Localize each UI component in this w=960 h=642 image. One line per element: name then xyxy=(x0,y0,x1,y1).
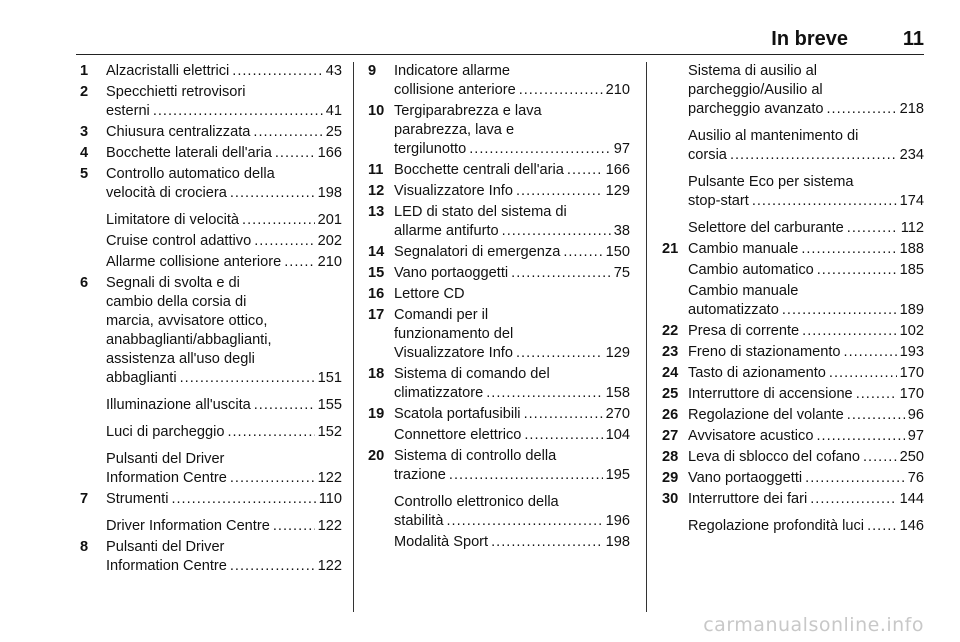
leader-dots xyxy=(273,517,315,536)
index-entry xyxy=(368,102,630,159)
entry-text: Bocchette centrali dell'aria xyxy=(394,162,564,178)
item-number: 29 xyxy=(662,470,679,486)
entry-text: Indicatore allarme xyxy=(394,63,510,79)
leader-dots xyxy=(752,192,897,211)
entry-text: Freno di stazionamento xyxy=(688,344,841,360)
entry-text: Information Centre xyxy=(106,470,227,486)
item-number: 6 xyxy=(80,275,89,291)
page-reference: 150 xyxy=(605,244,630,260)
leader-dots xyxy=(446,512,602,531)
entry-last-line xyxy=(394,140,630,159)
item-number: 17 xyxy=(368,307,385,323)
leader-dots xyxy=(730,146,897,165)
entry-text: Ausilio al mantenimento di xyxy=(688,128,859,144)
entry-last-line xyxy=(688,240,924,259)
item-number: 2 xyxy=(80,84,89,100)
index-entry xyxy=(662,127,924,165)
entry-last-line xyxy=(688,192,924,211)
index-entry xyxy=(662,427,924,446)
entry-text: Chiusura centralizzata xyxy=(106,124,251,140)
page-reference: 110 xyxy=(318,491,342,507)
leader-dots xyxy=(810,490,896,509)
leader-dots xyxy=(253,123,322,142)
leader-dots xyxy=(486,384,602,403)
leader-dots xyxy=(171,490,315,509)
item-number: 22 xyxy=(662,323,679,339)
page-reference: 41 xyxy=(325,103,342,119)
leader-dots xyxy=(227,423,314,442)
entry-text: assistenza all'uso degli xyxy=(106,351,255,367)
entry-text: Interruttore dei fari xyxy=(688,491,808,507)
leader-dots xyxy=(254,396,315,415)
leader-dots xyxy=(863,448,897,467)
item-number: 19 xyxy=(368,406,385,422)
item-number: 24 xyxy=(662,365,679,381)
entry-last-line xyxy=(394,81,630,100)
item-number: 13 xyxy=(368,204,385,220)
page-header xyxy=(76,26,924,55)
entry-last-line xyxy=(688,219,924,238)
entry-text: cambio della corsia di xyxy=(106,294,247,310)
entry-text: automatizzato xyxy=(688,302,779,318)
entry-text: Interruttore di accensione xyxy=(688,386,853,402)
entry-text: climatizzatore xyxy=(394,385,484,401)
page-reference: 189 xyxy=(899,302,924,318)
page-reference: 129 xyxy=(605,183,630,199)
entry-text: Controllo elettronico della xyxy=(394,494,559,510)
page-reference: 202 xyxy=(317,233,342,249)
entry-last-line xyxy=(394,222,630,241)
item-number: 20 xyxy=(368,448,385,464)
page-reference: 170 xyxy=(899,386,924,402)
entry-text: esterni xyxy=(106,103,150,119)
entry-text: Segnali di svolta e di xyxy=(106,275,240,291)
watermark: carmanualsonline.info xyxy=(703,614,924,636)
page-reference: 201 xyxy=(317,212,342,228)
index-entry xyxy=(80,123,342,142)
leader-dots xyxy=(805,469,905,488)
entry-text: trazione xyxy=(394,467,446,483)
page-reference: 166 xyxy=(317,145,342,161)
entry-last-line xyxy=(394,344,630,363)
entry-last-line xyxy=(106,123,342,142)
index-entry xyxy=(80,517,342,536)
entry-last-line xyxy=(688,322,924,341)
index-entry xyxy=(80,165,342,203)
entry-last-line xyxy=(688,427,924,446)
entry-text: Visualizzatore Info xyxy=(394,345,513,361)
entry-last-line xyxy=(688,448,924,467)
entry-last-line xyxy=(106,211,342,230)
entry-text: Presa di corrente xyxy=(688,323,800,339)
entry-last-line xyxy=(688,517,924,536)
item-number: 8 xyxy=(80,539,89,555)
entry-last-line xyxy=(106,369,342,388)
page-reference: 174 xyxy=(899,193,924,209)
page-reference: 198 xyxy=(605,534,630,550)
entry-last-line xyxy=(688,490,924,509)
leader-dots xyxy=(230,184,315,203)
index-entry xyxy=(80,62,342,81)
index-column-1 xyxy=(80,62,342,578)
page-reference: 250 xyxy=(899,449,924,465)
item-number: 14 xyxy=(368,244,385,260)
index-entry xyxy=(80,253,342,272)
leader-dots xyxy=(230,469,315,488)
entry-last-line xyxy=(394,405,630,424)
item-number: 9 xyxy=(368,63,377,79)
index-entry xyxy=(368,161,630,180)
entry-last-line xyxy=(394,512,630,531)
entry-last-line xyxy=(106,253,342,272)
page-reference: 270 xyxy=(605,406,630,422)
item-number: 25 xyxy=(662,386,679,402)
page-reference: 158 xyxy=(605,385,630,401)
index-entry xyxy=(368,405,630,424)
page-reference: 122 xyxy=(317,558,342,574)
leader-dots xyxy=(567,161,603,180)
page-reference: 122 xyxy=(317,518,342,534)
entry-text: Sistema di controllo della xyxy=(394,448,557,464)
page-reference: 112 xyxy=(900,220,924,236)
item-number: 26 xyxy=(662,407,679,423)
leader-dots xyxy=(469,140,611,159)
page-reference: 155 xyxy=(317,397,342,413)
leader-dots xyxy=(516,182,603,201)
item-number: 18 xyxy=(368,366,385,382)
entry-text: stabilità xyxy=(394,513,444,529)
leader-dots xyxy=(827,100,897,119)
entry-text: Cambio automatico xyxy=(688,262,814,278)
item-number: 28 xyxy=(662,449,679,465)
entry-text: Selettore del carburante xyxy=(688,220,844,236)
entry-last-line xyxy=(106,469,342,488)
page-reference: 210 xyxy=(605,82,630,98)
page-reference: 25 xyxy=(325,124,342,140)
leader-dots xyxy=(844,343,897,362)
entry-text: Cambio manuale xyxy=(688,241,799,257)
entry-text: Visualizzatore Info xyxy=(394,183,513,199)
index-entry xyxy=(80,450,342,488)
leader-dots xyxy=(284,253,314,272)
entry-text: Strumenti xyxy=(106,491,169,507)
page-reference: 193 xyxy=(899,344,924,360)
leader-dots xyxy=(449,466,603,485)
entry-last-line xyxy=(106,490,342,509)
page-reference: 170 xyxy=(899,365,924,381)
item-number: 16 xyxy=(368,286,385,302)
index-entry xyxy=(80,83,342,121)
entry-last-line xyxy=(688,261,924,280)
entry-last-line xyxy=(394,533,630,552)
entry-text: Sistema di ausilio al xyxy=(688,63,817,79)
item-number: 1 xyxy=(80,63,89,79)
entry-last-line xyxy=(688,385,924,404)
entry-text: Pulsanti del Driver xyxy=(106,539,225,555)
index-entry xyxy=(368,493,630,531)
entry-last-line xyxy=(394,161,630,180)
entry-text: Illuminazione all'uscita xyxy=(106,397,251,413)
item-number: 27 xyxy=(662,428,679,444)
index-entry xyxy=(662,469,924,488)
page-reference: 104 xyxy=(605,427,630,443)
entry-text: stop-start xyxy=(688,193,749,209)
index-entry xyxy=(80,144,342,163)
leader-dots xyxy=(847,406,905,425)
entry-last-line xyxy=(394,243,630,262)
entry-text: Bocchette laterali dell'aria xyxy=(106,145,272,161)
entry-last-line xyxy=(106,144,342,163)
page-reference: 75 xyxy=(613,265,630,281)
item-number: 10 xyxy=(368,103,385,119)
entry-text: Cambio manuale xyxy=(688,283,799,299)
entry-last-line xyxy=(394,182,630,201)
index-entry xyxy=(80,211,342,230)
index-entry xyxy=(662,406,924,425)
entry-text: Leva di sblocco del cofano xyxy=(688,449,860,465)
leader-dots xyxy=(856,385,897,404)
leader-dots xyxy=(524,426,602,445)
entry-last-line xyxy=(688,146,924,165)
entry-text: collisione anteriore xyxy=(394,82,516,98)
page-reference: 188 xyxy=(899,241,924,257)
index-entry xyxy=(662,517,924,536)
page-reference: 97 xyxy=(613,141,630,157)
page-reference: 38 xyxy=(613,223,630,239)
item-number: 30 xyxy=(662,491,679,507)
entry-last-line xyxy=(688,364,924,383)
index-column-3 xyxy=(662,62,924,538)
leader-dots xyxy=(511,264,611,283)
entry-text: tergilunotto xyxy=(394,141,467,157)
index-entry xyxy=(368,365,630,403)
page-reference: 198 xyxy=(317,185,342,201)
entry-text: Comandi per il xyxy=(394,307,489,323)
index-entry xyxy=(662,343,924,362)
index-entry xyxy=(662,385,924,404)
page-reference: 97 xyxy=(907,428,924,444)
index-entry xyxy=(662,173,924,211)
entry-text: Tergiparabrezza e lava xyxy=(394,103,542,119)
entry-text: velocità di crociera xyxy=(106,185,227,201)
entry-text: abbaglianti xyxy=(106,370,177,386)
page-reference: 166 xyxy=(605,162,630,178)
index-entry xyxy=(368,285,630,304)
page-reference: 122 xyxy=(317,470,342,486)
entry-text: Specchietti retrovisori xyxy=(106,84,246,100)
entry-text: anabbaglianti/abbaglianti, xyxy=(106,332,272,348)
entry-last-line xyxy=(394,426,630,445)
entry-text: parabrezza, lava e xyxy=(394,122,515,138)
column-divider-1 xyxy=(353,62,354,612)
index-entry xyxy=(368,182,630,201)
leader-dots xyxy=(829,364,897,383)
index-entry xyxy=(368,533,630,552)
entry-text: Vano portaoggetti xyxy=(688,470,803,486)
entry-text: LED di stato del sistema di xyxy=(394,204,567,220)
leader-dots xyxy=(180,369,315,388)
page-number: 11 xyxy=(902,28,924,50)
page-reference: 152 xyxy=(317,424,342,440)
entry-last-line xyxy=(394,384,630,403)
entry-text: Vano portaoggetti xyxy=(394,265,509,281)
index-entry xyxy=(662,261,924,280)
entry-text: Alzacristalli elettrici xyxy=(106,63,230,79)
index-entry xyxy=(80,490,342,509)
entry-last-line xyxy=(106,423,342,442)
leader-dots xyxy=(491,533,603,552)
entry-last-line xyxy=(106,62,342,81)
item-number: 23 xyxy=(662,344,679,360)
entry-text: Segnalatori di emergenza xyxy=(394,244,561,260)
leader-dots xyxy=(242,211,315,230)
entry-text: Tasto di azionamento xyxy=(688,365,826,381)
index-entry xyxy=(368,447,630,485)
entry-text: Cruise control adattivo xyxy=(106,233,252,249)
index-entry xyxy=(80,423,342,442)
entry-last-line xyxy=(688,301,924,320)
index-entry xyxy=(368,264,630,283)
item-number: 7 xyxy=(80,491,89,507)
entry-text: Sistema di comando del xyxy=(394,366,550,382)
entry-last-line xyxy=(106,517,342,536)
index-entry xyxy=(80,274,342,388)
entry-text: Pulsante Eco per sistema xyxy=(688,174,854,190)
item-number: 3 xyxy=(80,124,89,140)
page-reference: 146 xyxy=(899,518,924,534)
leader-dots xyxy=(817,261,897,280)
index-entry xyxy=(368,426,630,445)
leader-dots xyxy=(502,222,611,241)
page-reference: 196 xyxy=(605,513,630,529)
index-entry xyxy=(662,240,924,259)
leader-dots xyxy=(232,62,323,81)
page-reference: 96 xyxy=(907,407,924,423)
index-entry xyxy=(368,243,630,262)
entry-text: Scatola portafusibili xyxy=(394,406,521,422)
index-entry xyxy=(368,203,630,241)
item-number: 15 xyxy=(368,265,385,281)
index-entry xyxy=(662,490,924,509)
leader-dots xyxy=(867,517,897,536)
page-reference: 218 xyxy=(899,101,924,117)
leader-dots xyxy=(524,405,603,424)
page-reference: 76 xyxy=(907,470,924,486)
leader-dots xyxy=(801,240,896,259)
page-reference: 195 xyxy=(605,467,630,483)
item-number: 4 xyxy=(80,145,89,161)
entry-last-line xyxy=(106,232,342,251)
entry-text: Luci di parcheggio xyxy=(106,424,225,440)
leader-dots xyxy=(153,102,323,121)
page-reference: 210 xyxy=(317,254,342,270)
entry-last-line xyxy=(688,406,924,425)
index-entry xyxy=(368,62,630,100)
index-column-2 xyxy=(368,62,630,554)
index-entry xyxy=(662,448,924,467)
page-reference: 102 xyxy=(899,323,924,339)
entry-last-line xyxy=(394,264,630,283)
index-entry xyxy=(662,282,924,320)
index-entry xyxy=(80,538,342,576)
page-reference: 43 xyxy=(325,63,342,79)
page-reference: 151 xyxy=(317,370,342,386)
entry-text: Lettore CD xyxy=(394,286,465,302)
entry-text: Regolazione profondità luci xyxy=(688,518,865,534)
leader-dots xyxy=(847,219,898,238)
leader-dots xyxy=(519,81,603,100)
item-number: 5 xyxy=(80,166,89,182)
entry-text: Regolazione del volante xyxy=(688,407,844,423)
index-entry xyxy=(662,219,924,238)
index-entry xyxy=(662,364,924,383)
leader-dots xyxy=(275,144,315,163)
item-number: 11 xyxy=(368,162,384,178)
entry-text: Pulsanti del Driver xyxy=(106,451,225,467)
leader-dots xyxy=(230,557,315,576)
page-reference: 185 xyxy=(899,262,924,278)
entry-text: Connettore elettrico xyxy=(394,427,522,443)
column-divider-2 xyxy=(646,62,647,612)
item-number: 21 xyxy=(662,241,679,257)
index-entry xyxy=(80,232,342,251)
entry-text: Avvisatore acustico xyxy=(688,428,814,444)
entry-text: Driver Information Centre xyxy=(106,518,270,534)
section-title: In breve xyxy=(771,28,848,50)
page-reference: 129 xyxy=(605,345,630,361)
index-entry xyxy=(80,396,342,415)
entry-text: funzionamento del xyxy=(394,326,514,342)
entry-last-line xyxy=(106,557,342,576)
index-entry xyxy=(662,322,924,341)
entry-last-line xyxy=(106,396,342,415)
leader-dots xyxy=(782,301,897,320)
entry-text: parcheggio/Ausilio al xyxy=(688,82,823,98)
page-reference: 144 xyxy=(899,491,924,507)
entry-text: Controllo automatico della xyxy=(106,166,275,182)
entry-text: marcia, avvisatore ottico, xyxy=(106,313,268,329)
leader-dots xyxy=(816,427,904,446)
entry-last-line xyxy=(106,102,342,121)
leader-dots xyxy=(254,232,314,251)
entry-text: Modalità Sport xyxy=(394,534,489,550)
entry-text: parcheggio avanzato xyxy=(688,101,824,117)
index-entry xyxy=(368,306,630,363)
leader-dots xyxy=(563,243,602,262)
leader-dots xyxy=(516,344,603,363)
entry-last-line xyxy=(394,285,630,304)
entry-text: allarme antifurto xyxy=(394,223,499,239)
entry-text: Allarme collisione anteriore xyxy=(106,254,282,270)
leader-dots xyxy=(802,322,897,341)
entry-last-line xyxy=(688,100,924,119)
item-number: 12 xyxy=(368,183,385,199)
entry-last-line xyxy=(688,469,924,488)
entry-text: Limitatore di velocità xyxy=(106,212,240,228)
page-reference: 234 xyxy=(899,147,924,163)
entry-text: Information Centre xyxy=(106,558,227,574)
index-entry xyxy=(662,62,924,119)
entry-last-line xyxy=(394,466,630,485)
entry-text: corsia xyxy=(688,147,727,163)
entry-last-line xyxy=(688,343,924,362)
entry-last-line xyxy=(106,184,342,203)
